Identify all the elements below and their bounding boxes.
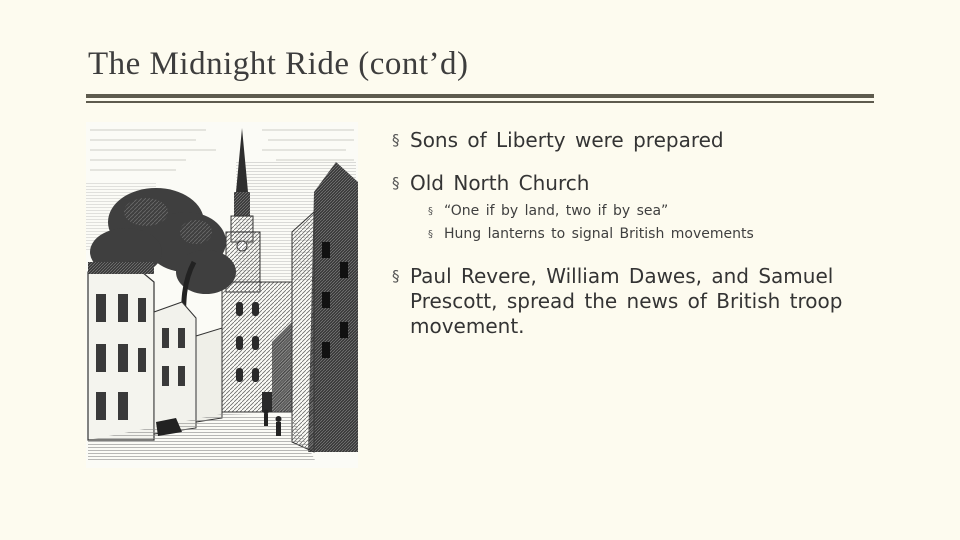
- title-divider-thin: [86, 101, 874, 103]
- sub-bullet-marker: §: [428, 229, 433, 240]
- bullet-item: [392, 264, 852, 339]
- sub-bullet-text: “One if by land, two if by sea”: [444, 203, 669, 219]
- sub-bullet-marker: §: [428, 206, 433, 217]
- sub-bullet-text: Hung lanterns to signal British movements: [444, 226, 754, 242]
- title-divider-thick: [86, 94, 874, 98]
- sub-bullet-list: [410, 200, 852, 246]
- slide-title: The Midnight Ride (cont’d): [88, 46, 469, 82]
- bullet-list: [392, 128, 852, 357]
- bullet-marker: §: [392, 174, 400, 192]
- bullet-item: [392, 171, 852, 246]
- bullet-text: Paul Revere, William Dawes, and Samuel Prescott, spread the news of British troop movement.: [410, 264, 843, 338]
- church-engraving-image: [86, 122, 358, 468]
- bullet-marker: §: [392, 131, 400, 149]
- bullet-text: Sons of Liberty were prepared: [410, 128, 724, 152]
- sub-bullet-item: [410, 223, 852, 246]
- bullet-item: [392, 128, 852, 153]
- bullet-text: Old North Church: [410, 171, 590, 195]
- bullet-marker: §: [392, 267, 400, 285]
- sub-bullet-item: [410, 200, 852, 223]
